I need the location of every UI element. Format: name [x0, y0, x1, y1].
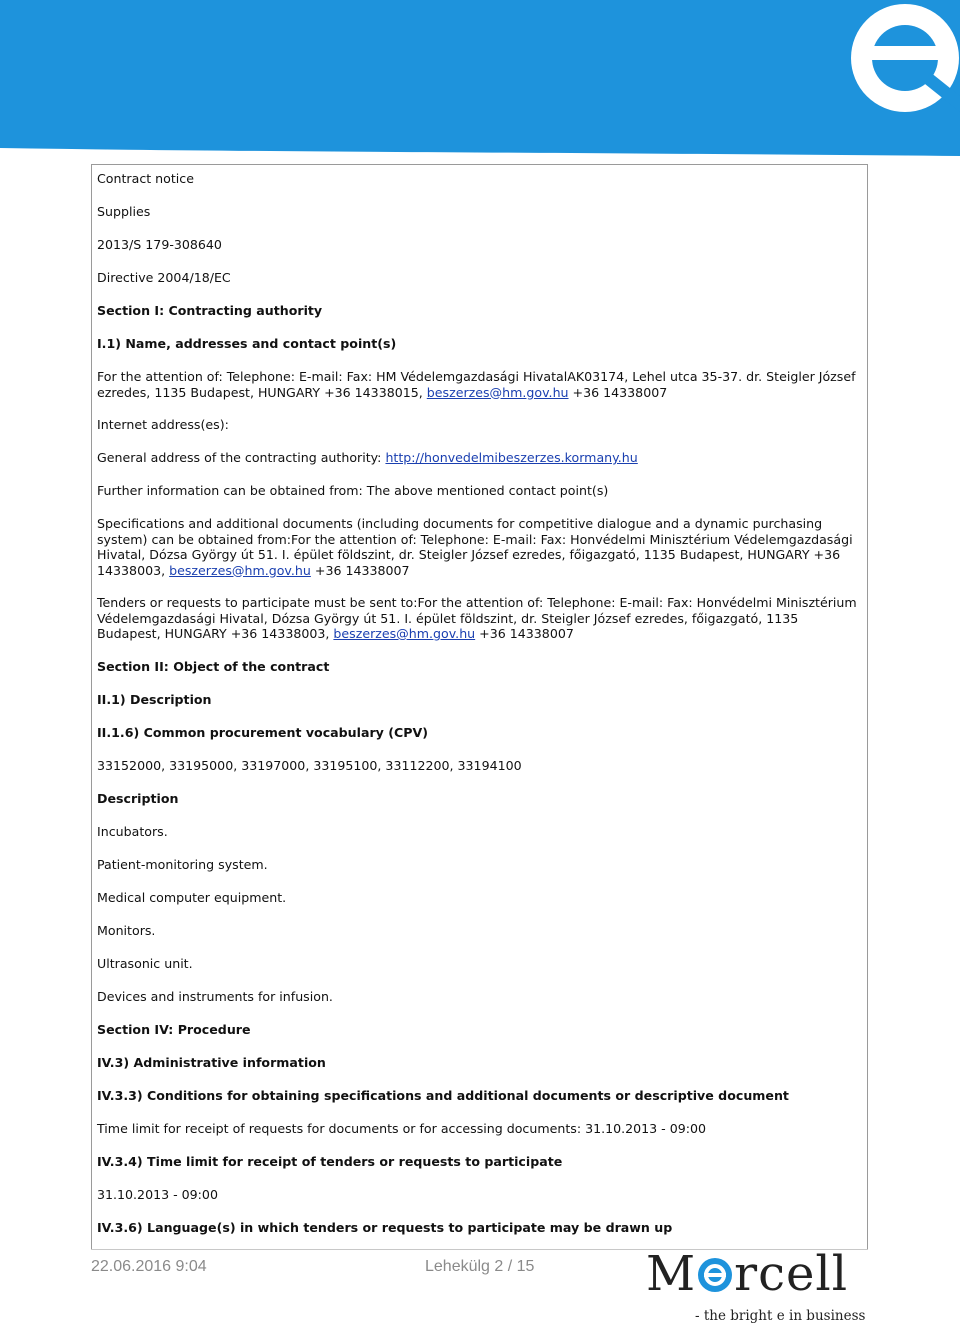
notice-type: Contract notice [97, 171, 194, 186]
cpv-codes: 33152000, 33195000, 33197000, 33195100, 33112200, 33194100 [97, 758, 522, 773]
contract-notice-document [91, 164, 868, 1249]
footer-timestamp: 22.06.2016 9:04 [91, 1258, 207, 1275]
i1-heading: I.1) Name, addresses and contact point(s) [97, 336, 397, 351]
iv3-heading: IV.3) Administrative information [97, 1055, 326, 1070]
contact-text: For the attention of: Telephone: E-mail: Fax: HM Védelemgazdasági HivatalAK03174, Lehel utca 35-37. dr. Steigler József ezredes, 1135 Budapest, HUNGARY +36 14338015, [97, 369, 856, 400]
description-item: Medical computer equipment. [97, 890, 287, 905]
notice-reference: 2013/S 179-308640 [97, 237, 222, 252]
general-address-link[interactable]: http://honvedelmibeszerzes.kormany.hu [385, 450, 638, 465]
ii1-heading: II.1) Description [97, 692, 212, 707]
section-4-heading: Section IV: Procedure [97, 1022, 251, 1037]
section-2-heading: Section II: Object of the contract [97, 659, 330, 674]
logo-prefix: M [646, 1246, 697, 1302]
description-item: Incubators. [97, 824, 168, 839]
ii16-heading: II.1.6) Common procurement vocabulary (CPV) [97, 725, 428, 740]
description-item: Devices and instruments for infusion. [97, 989, 333, 1004]
logo-tagline: - the bright e in business [695, 1308, 866, 1324]
specifications-text: Specifications and additional documents (including documents for competitive dialogue and a dynamic purchasing system) can be obtained from:For the attention of: Telephone: E-mail: Fax: Honvédelmi Minisztérium Védelemgazdasági Hivatal, Dózsa György út 51. I. épület földszint, dr. Steigler József ezredes, főigazgató, 1135 Budapest, HUNGARY +36 14338003, [97, 516, 853, 578]
description-item: Patient-monitoring system. [97, 857, 268, 872]
header-logo-graphic [0, 0, 960, 160]
tenders-text: Tenders or requests to participate must be sent to:For the attention of: Telephone: E-mail: Fax: Honvédelmi Minisztérium Védelemgazdasági Hivatal, Dózsa György út 51. I. épület földszint, dr. Steigler József ezredes, főigazgató, 1135 Budapest, HUNGARY +36 14338003, [97, 595, 857, 641]
further-info: Further information can be obtained from: The above mentioned contact point(s) [97, 483, 609, 498]
contact-fax: +36 14338007 [572, 384, 668, 400]
iv36-heading: IV.3.6) Language(s) in which tenders or requests to participate may be drawn up [97, 1220, 673, 1235]
tenders-paragraph [97, 595, 859, 642]
notice-directive: Directive 2004/18/EC [97, 270, 231, 285]
logo-suffix: rcell [734, 1246, 849, 1302]
specifications-email-link[interactable]: beszerzes@hm.gov.hu [169, 562, 311, 578]
logo-wordmark [646, 1246, 848, 1302]
time-limit-documents: Time limit for receipt of requests for documents or for accessing documents: 31.10.2013 - 09:00 [97, 1121, 707, 1136]
iv33-heading: IV.3.3) Conditions for obtaining specifications and additional documents or descriptive document [97, 1088, 789, 1103]
footer-page-number: Lehekülg 2 / 15 [425, 1258, 535, 1275]
tenders-email-link[interactable]: beszerzes@hm.gov.hu [333, 626, 476, 641]
general-address-label: General address of the contracting authority: [97, 450, 382, 465]
contact-paragraph [97, 369, 859, 400]
notice-category: Supplies [97, 204, 151, 219]
logo-e-icon [698, 1258, 732, 1292]
description-item: Ultrasonic unit. [97, 956, 193, 971]
iv34-heading: IV.3.4) Time limit for receipt of tenders or requests to participate [97, 1154, 563, 1169]
tenders-fax: +36 14338007 [479, 626, 574, 641]
description-item: Monitors. [97, 923, 156, 938]
header-banner [0, 0, 960, 160]
section-1-heading: Section I: Contracting authority [97, 303, 323, 318]
internet-address-label: Internet address(es): [97, 417, 229, 432]
iv34-value: 31.10.2013 - 09:00 [97, 1187, 218, 1202]
contact-email-link[interactable]: beszerzes@hm.gov.hu [426, 384, 569, 400]
specifications-paragraph [97, 516, 859, 578]
description-heading: Description [97, 791, 179, 806]
specifications-fax: +36 14338007 [314, 562, 410, 578]
general-address-row [97, 450, 859, 466]
company-logo [640, 1246, 870, 1328]
